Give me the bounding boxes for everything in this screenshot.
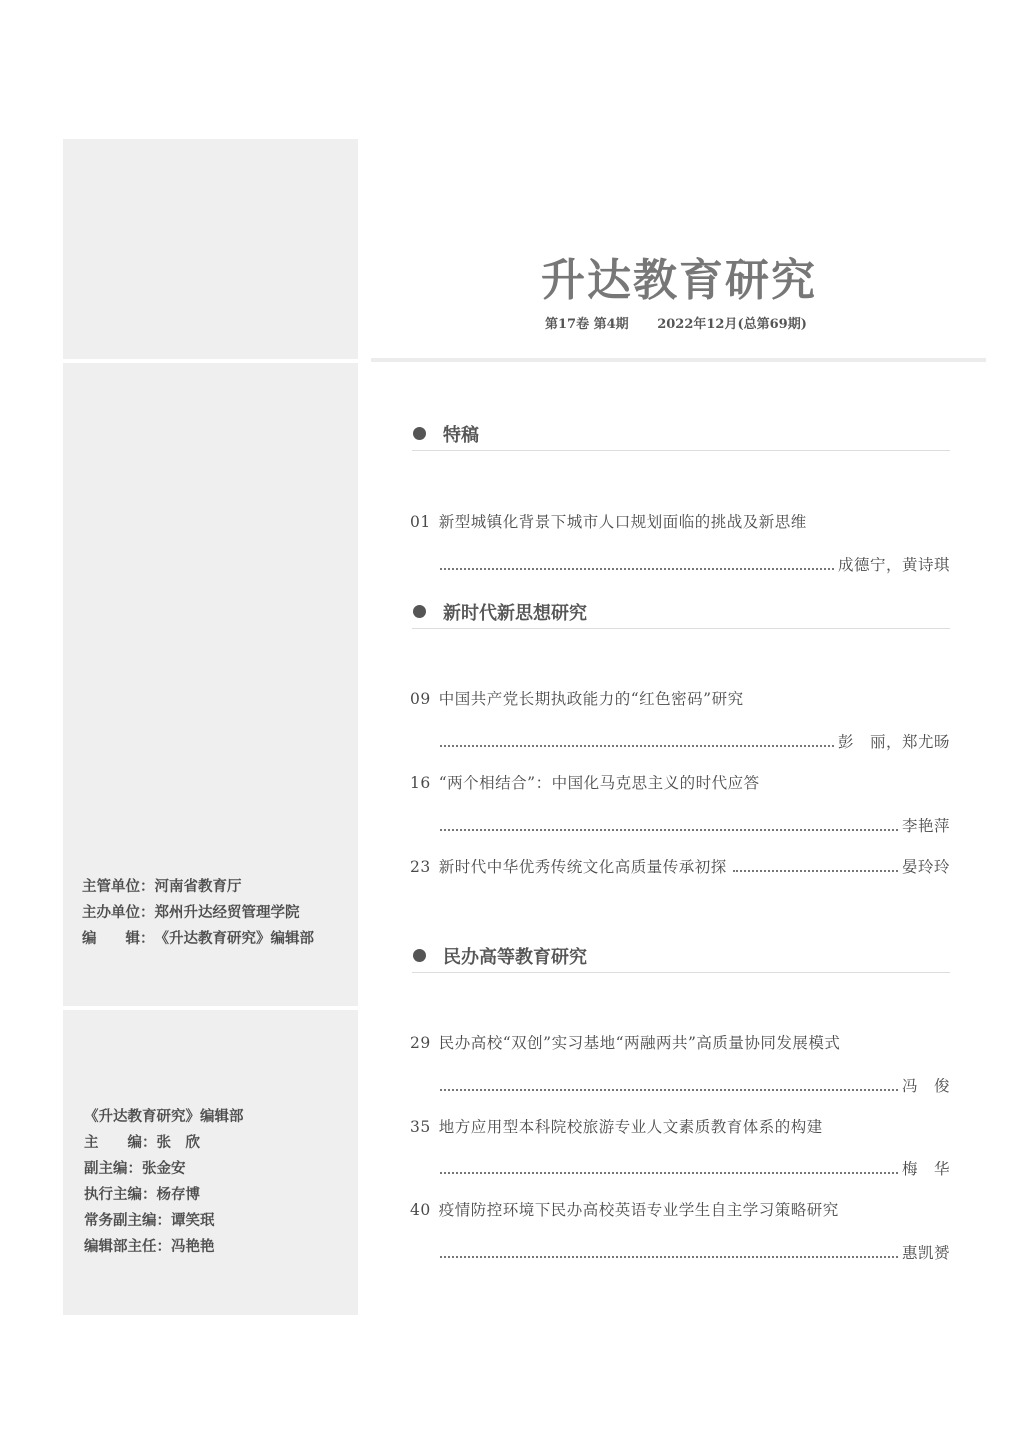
page-number: 40 [410, 1201, 431, 1219]
bullet-icon [413, 949, 426, 962]
sponsor-label: 主管单位： [82, 879, 155, 895]
header-divider [371, 358, 986, 362]
board-label: 执行主编： [84, 1187, 157, 1203]
article-authors: 梅 华 [901, 1160, 950, 1178]
board-row [84, 1130, 244, 1156]
board-value: 杨存博 [156, 1187, 200, 1203]
board-title: 《升达教育研究》编辑部 [84, 1109, 244, 1125]
editorial-board [84, 1104, 244, 1260]
toc-entry-leader [440, 1074, 950, 1096]
board-row [84, 1208, 244, 1234]
dot-leader [440, 1089, 898, 1091]
article-authors: 成德宁，黄诗琪 [837, 556, 950, 574]
section-title: 民办高等教育研究 [443, 947, 587, 968]
article-title: 中国共产党长期执政能力的“红色密码”研究 [438, 690, 744, 708]
board-label: 编辑部主任： [84, 1239, 171, 1255]
toc-entry-title[interactable] [410, 1115, 823, 1137]
sponsor-value: 郑州升达经贸管理学院 [154, 905, 300, 921]
toc-entry-title[interactable] [410, 510, 807, 532]
dot-leader [440, 1256, 898, 1258]
page-number: 23 [410, 858, 431, 876]
sidebar-top-panel [63, 139, 358, 359]
page-number: 29 [410, 1034, 431, 1052]
dot-leader [733, 870, 898, 872]
article-authors: 晏玲玲 [901, 858, 950, 876]
article-title: 新时代中华优秀传统文化高质量传承初探 [438, 858, 727, 876]
toc-entry-title[interactable] [410, 1031, 840, 1053]
section-heading [412, 938, 950, 973]
sponsor-row [82, 900, 314, 926]
toc-entry-leader [440, 730, 950, 752]
sponsor-row [82, 874, 314, 900]
article-authors: 冯 俊 [901, 1077, 950, 1095]
article-authors: 李艳萍 [901, 817, 950, 835]
sponsor-value: 河南省教育厅 [154, 879, 242, 895]
volume-issue: 第17卷 第4期 [545, 317, 629, 332]
board-value: 冯艳艳 [171, 1239, 215, 1255]
article-title: 疫情防控环境下民办高校英语专业学生自主学习策略研究 [438, 1201, 839, 1219]
toc-entry-inline[interactable] [410, 855, 950, 877]
article-title: 地方应用型本科院校旅游专业人文素质教育体系的构建 [438, 1118, 823, 1136]
toc-entry-title[interactable] [410, 687, 744, 709]
dot-leader [440, 568, 834, 570]
article-title: 民办高校“双创”实习基地“两融两共”高质量协同发展模式 [438, 1034, 841, 1052]
board-label: 副主编： [84, 1161, 142, 1177]
section-heading [412, 594, 950, 629]
bullet-icon [413, 605, 426, 618]
section-title: 特稿 [443, 425, 479, 446]
section-heading [412, 416, 950, 451]
dot-leader [440, 1172, 898, 1174]
bullet-icon [413, 427, 426, 440]
board-row [84, 1234, 244, 1260]
toc-entry-leader [440, 1157, 950, 1179]
page-number: 35 [410, 1118, 431, 1136]
issue-line [545, 313, 807, 332]
sponsor-value: 《升达教育研究》编辑部 [154, 931, 314, 947]
board-value: 谭笑珉 [171, 1213, 215, 1229]
board-label: 主 编： [84, 1135, 157, 1151]
toc-entry-leader [440, 553, 950, 575]
board-row [84, 1156, 244, 1182]
toc-entry-title[interactable] [410, 1198, 839, 1220]
dot-leader [440, 829, 898, 831]
sponsor-label: 主办单位： [82, 905, 155, 921]
page-number: 01 [410, 513, 431, 531]
sponsor-row [82, 926, 314, 952]
board-value: 张 欣 [156, 1135, 200, 1151]
page-number: 16 [410, 774, 431, 792]
toc-entry-leader [440, 1241, 950, 1263]
sponsor-info [82, 874, 314, 952]
toc-entry-leader [440, 814, 950, 836]
article-title: 新型城镇化背景下城市人口规划面临的挑战及新思维 [438, 513, 807, 531]
section-title: 新时代新思想研究 [443, 603, 587, 624]
board-value: 张金安 [142, 1161, 186, 1177]
article-title: “两个相结合”：中国化马克思主义的时代应答 [438, 774, 760, 792]
article-authors: 惠凯赟 [901, 1244, 950, 1262]
toc-entry-title[interactable] [410, 771, 760, 793]
page-number: 09 [410, 690, 431, 708]
board-row [84, 1182, 244, 1208]
journal-title: 升达教育研究 [541, 255, 817, 306]
sponsor-label: 编 辑： [82, 931, 155, 947]
issue-date: 2022年12月(总第69期) [657, 317, 807, 332]
article-authors: 彭 丽，郑尤旸 [837, 733, 950, 751]
board-label: 常务副主编： [84, 1213, 171, 1229]
dot-leader [440, 745, 834, 747]
